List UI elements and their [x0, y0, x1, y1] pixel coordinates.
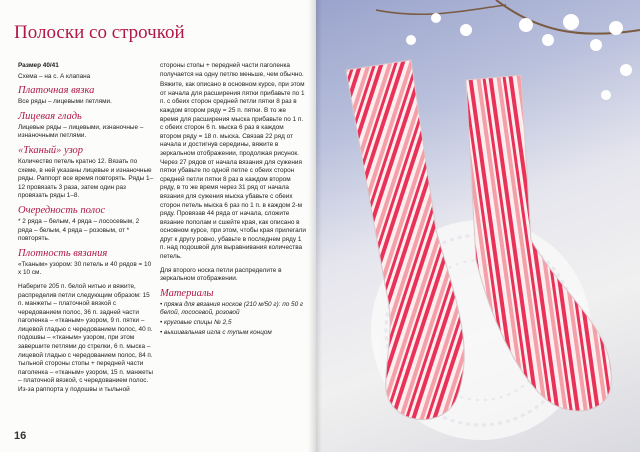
materials-heading: Материалы [160, 287, 214, 299]
page-title: Полоски со строчкой [14, 22, 185, 43]
right-text-column [160, 62, 306, 338]
gauge-heading: Плотность вязания [18, 247, 108, 259]
materials-list [160, 301, 306, 337]
scheme-note: Схема – на с. А клапана [18, 72, 91, 80]
sock-photo [316, 0, 640, 452]
garter-text: Все ряды – лицевыми петлями. [18, 98, 112, 106]
woven-pattern-heading: «Тканый» узор [18, 144, 84, 156]
second-sock-note: Для второго носка петли распределите в зеркальном отображении. [160, 266, 282, 283]
instructions-text: Наберите 205 п. белой нитью и вяжите, распределив петли следующим образом: 15 п. манжеты – платочной вязкой с чередованием полос, 36 п. задней части паголенка – «тканым» узором, 9 п. пятки – лицевой гладью с чередованием полос, 40 п. подошвы – «тканым» узором, при этом завершите петлями до стрелки, 6 п. мыска – лицевой гладью с чередованием полос, 84 п. тыльной стороны стопы + передней части паголенка – «тканым» узором, 15 п. манжеты – платочной вязкой, с чередованием полос. Из-за раппорта у подошвы и тыльной [18, 282, 154, 394]
left-page [0, 0, 316, 452]
stockinette-heading: Лицевая гладь [18, 110, 82, 122]
instructions-continued: стороны стопы + передней части паголенка получается на одну петлю меньше, чем обычно. [160, 62, 304, 78]
materials-item: • круговые спицы № 2,5 [160, 319, 306, 328]
gauge-text: «Тканым» узором: 30 петель и 40 рядов = 10 х 10 см. [18, 260, 152, 277]
left-text-column [18, 62, 154, 397]
stripe-order-heading: Очередность полос [18, 204, 106, 216]
instructions-main: Вяжите, как описано в основном курсе, при этом от начала для расширения пятки прибавьте по 1 п. с обеих сторон средней петли пятки 8 раз в каждом втором ряду = 25 п. пятки. В то же время для расширения мыска прибавьте по 1 п. с обеих сторон 6 п. мыска 6 раз в каждом втором ряду = 18 п. мыска. Связав 22 ряд от начала и достигнув середины, вяжите в зеркальном отображении, продолжая рисунок. Через 27 рядов от начала вязания для сужения пятки убавьте по одной петле с обеих сторон средней петли пятки 8 раз в каждом втором ряду, в то же время через 31 ряд от начала вязания для сужения мыска убавьте с обеих сторон петель мыска 6 раз по 1 п. в каждом 2-м ряду. Провязав 44 ряда от начала, сложите вязание пополам и сшейте края, как описано в основном курсе, при этом, чтобы края прилегали друг к другу ровно, убавьте в последнем ряду 1 п. над подошвой для выравнивания количества петель. [160, 81, 306, 261]
materials-item: • вышивальная игла с тупым концом [160, 329, 306, 338]
page-gutter [308, 0, 322, 452]
stockinette-text: Лицевые ряды – лицевыми, изнаночные – изнаночными петлями. [18, 123, 144, 140]
materials-item: • пряжа для вязания носков (210 м/50 г): по 50 г белой, лососевой, розовой [160, 301, 306, 318]
garter-heading: Платочная вязка [18, 85, 95, 97]
sock-photo-illustration [316, 0, 640, 452]
stripe-order-text: * 2 ряда – белым, 4 ряда – лососевым, 2 ряда – белым, 4 ряда – розовым, от * повторять. [18, 217, 140, 243]
size-label: Размер 40/41 [18, 62, 59, 69]
woven-pattern-text: Количество петель кратно 12. Вязать по схеме, в ней указаны лицевые и изнаночные ряды. Раппорт все время повторять. Ряды 1–12 провязать 3 раза, затем один раз провязать ряды 1–8. [18, 157, 154, 200]
page-number: 16 [14, 430, 27, 442]
